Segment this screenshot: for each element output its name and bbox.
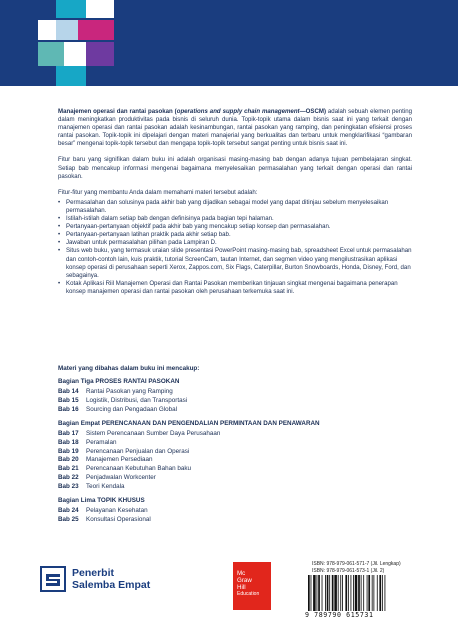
chapter-title: Konsultasi Operasional (86, 515, 151, 523)
decor-square (38, 20, 56, 40)
toc-intro: Materi yang dibahas dalam buku ini mencakup: (58, 365, 200, 372)
chapter-title: Perencanaan Penjualan dan Operasi (86, 447, 190, 455)
feature-item: • Kotak Aplikasi Riil Manajemen Operasi dan Rantai Pasokan memberikan tinjauan singkat mengenai bagaimana penerapan konsep manajemen operasi dan rantai pasokan oleh perusahaan terkemuka saat ini. (58, 280, 412, 296)
mcgraw-hill-logo (233, 562, 271, 610)
toc-chapter (58, 456, 412, 465)
isbn-complete-set: ISBN: 978-979-061-571-7 (Jil. Lengkap) (312, 561, 401, 567)
decor-square (86, 0, 114, 18)
chapter-title: Sistem Perencanaan Sumber Daya Perusahaan (86, 429, 221, 437)
toc-chapter (58, 406, 412, 415)
chapter-number: Bab 23 (58, 483, 79, 491)
barcode-digits: 9 789790 615731 (305, 611, 374, 619)
chapter-number: Bab 19 (58, 447, 79, 455)
mcgraw-line3: Hill (237, 584, 246, 591)
toc-chapter (58, 397, 412, 406)
chapter-title: Logistik, Distribusi, dan Transportasi (86, 396, 188, 404)
table-of-contents (58, 364, 412, 525)
publisher-logo (40, 566, 200, 592)
decor-square (86, 42, 114, 66)
intro-lead-italic: operations and supply chain management (176, 108, 300, 115)
decor-square (56, 0, 86, 18)
chapter-number: Bab 15 (58, 396, 79, 404)
chapter-number: Bab 17 (58, 429, 79, 437)
decor-square (78, 20, 114, 40)
feature-item: • Permasalahan dan solusinya pada akhir bab yang dijadikan sebagai model yang dapat ditinjau sebelum menyelesaikan permasalahan. (58, 199, 412, 215)
mcgraw-line2: Graw (237, 577, 252, 584)
toc-chapter (58, 448, 412, 457)
part-name: PROSES RANTAI PASOKAN (95, 378, 180, 385)
toc-chapter (58, 465, 412, 474)
feature-item: • Pertanyaan-pertanyaan latihan praktik pada akhir setiap bab. (58, 231, 412, 239)
toc-part-heading (58, 419, 412, 428)
isbn-volume-2: ISBN: 978-979-061-573-1 (Jil. 2) (312, 568, 385, 574)
chapter-title: Penjadwalan Workcenter (86, 474, 156, 482)
feature-item: • Jawaban untuk permasalahan pilihan pada Lampiran D. (58, 239, 412, 247)
feature-item: • Istilah-istilah dalam setiap bab dengan definisinya pada bagian tepi halaman. (58, 215, 412, 223)
cover-description (58, 108, 412, 304)
toc-chapter (58, 430, 412, 439)
feature-item: • Pertanyaan-pertanyaan objektif pada akhir bab yang mencakup setiap konsep dan permasalahan. (58, 223, 412, 231)
salemba-empat-logo-icon (40, 566, 66, 592)
barcode-icon (305, 575, 419, 611)
chapter-number: Bab 24 (58, 507, 79, 515)
publisher-name-line1: Penerbit (72, 567, 115, 579)
toc-part-heading (58, 496, 412, 505)
chapter-title: Sourcing dan Pengadaan Global (86, 405, 178, 413)
decor-square (38, 42, 64, 66)
mcgraw-line1: Mc (237, 570, 246, 577)
decor-square (56, 66, 86, 86)
chapter-number: Bab 20 (58, 456, 79, 464)
feature-item: • Situs web buku, yang termasuk uraian slide presentasi PowerPoint masing-masing bab, spreadsheet Excel untuk permasalahan dan contoh-contoh lain, kuis praktik, tutorial ScreenCam, tautan Internet, dan segmen video yang mengilustrasikan aplikasi konsep operasi di perusahaan seperti Xerox, Zappos.com, Six Flags, Caterpillar, Burton Snowboards, Honda, Disney, Ford, dan sebagainya. (58, 247, 412, 279)
chapter-number: Bab 14 (58, 388, 79, 395)
chapter-title: Manajemen Persediaan (86, 456, 153, 464)
mcgraw-line4: Education (237, 591, 260, 597)
chapter-number: Bab 25 (58, 515, 79, 523)
chapter-number: Bab 21 (58, 465, 79, 473)
feature-paragraph: Fitur baru yang signifikan dalam buku ini adalah organisasi masing-masing bab dengan adanya tujuan pembelajaran singkat. Setiap bab mencakup informasi mengenai bagaimana menyelesaikan permasalahan yang terkait dengan operasi dan rantai pasokan. (58, 156, 412, 180)
intro-lead-dash: —OSCM) (299, 108, 326, 115)
intro-lead-paren: ( (172, 108, 177, 115)
publisher-name-line2: Salemba Empat (72, 579, 151, 591)
chapter-title: Rantai Pasokan yang Ramping (86, 388, 173, 395)
feature-list (58, 199, 412, 296)
cover-top-band (0, 0, 458, 86)
toc-chapter (58, 388, 412, 397)
part-label: Bagian Tiga (58, 378, 94, 385)
part-name: TOPIK KHUSUS (97, 497, 145, 505)
toc-chapter (58, 439, 412, 448)
chapter-title: Perencanaan Kebutuhan Bahan baku (86, 465, 192, 473)
intro-paragraph (58, 108, 412, 148)
chapter-number: Bab 16 (58, 405, 79, 413)
toc-chapter (58, 507, 412, 516)
toc-part-heading (58, 377, 412, 386)
part-label: Bagian Lima (58, 497, 96, 505)
decor-square (56, 20, 78, 40)
toc-chapter (58, 516, 412, 525)
part-label: Bagian Empat (58, 419, 100, 427)
part-name: PERENCANAAN DAN PENGENDALIAN PERMINTAAN DAN PENAWARAN (101, 419, 320, 427)
toc-chapter (58, 483, 412, 492)
chapter-title: Teori Kendala (86, 483, 125, 491)
toc-chapter (58, 474, 412, 483)
chapter-number: Bab 22 (58, 474, 79, 482)
intro-lead: Manajemen operasi dan rantai pasokan (58, 108, 173, 115)
chapter-number: Bab 18 (58, 438, 79, 446)
decor-square (64, 42, 86, 66)
intro-rest: adalah sebuah elemen penting dalam meningkatkan produktivitas pada bisnis di seluruh dunia. Topik-topik utama dalam bisnis saat ini yang terkait dengan manajemen operasi dan rantai pasokan adalah kesinambungan, rantai pasokan yang ramping, dan peningkatan efisiensi proses rantai pasokan. Topik-topik ini dipelajari dengan materi manajerial yang berkualitas dan terbaru untuk mengklarifikasi “gambaran besar” mengenai topik-topik tersebut dan mengapa topik-topik tersebut sangat penting untuk bisnis saat ini. (58, 108, 412, 148)
chapter-title: Pelayanan Kesehatan (86, 507, 148, 515)
features-intro: Fitur-fitur yang membantu Anda dalam memahami materi tersebut adalah: (58, 188, 258, 196)
chapter-title: Peramalan (86, 438, 117, 446)
